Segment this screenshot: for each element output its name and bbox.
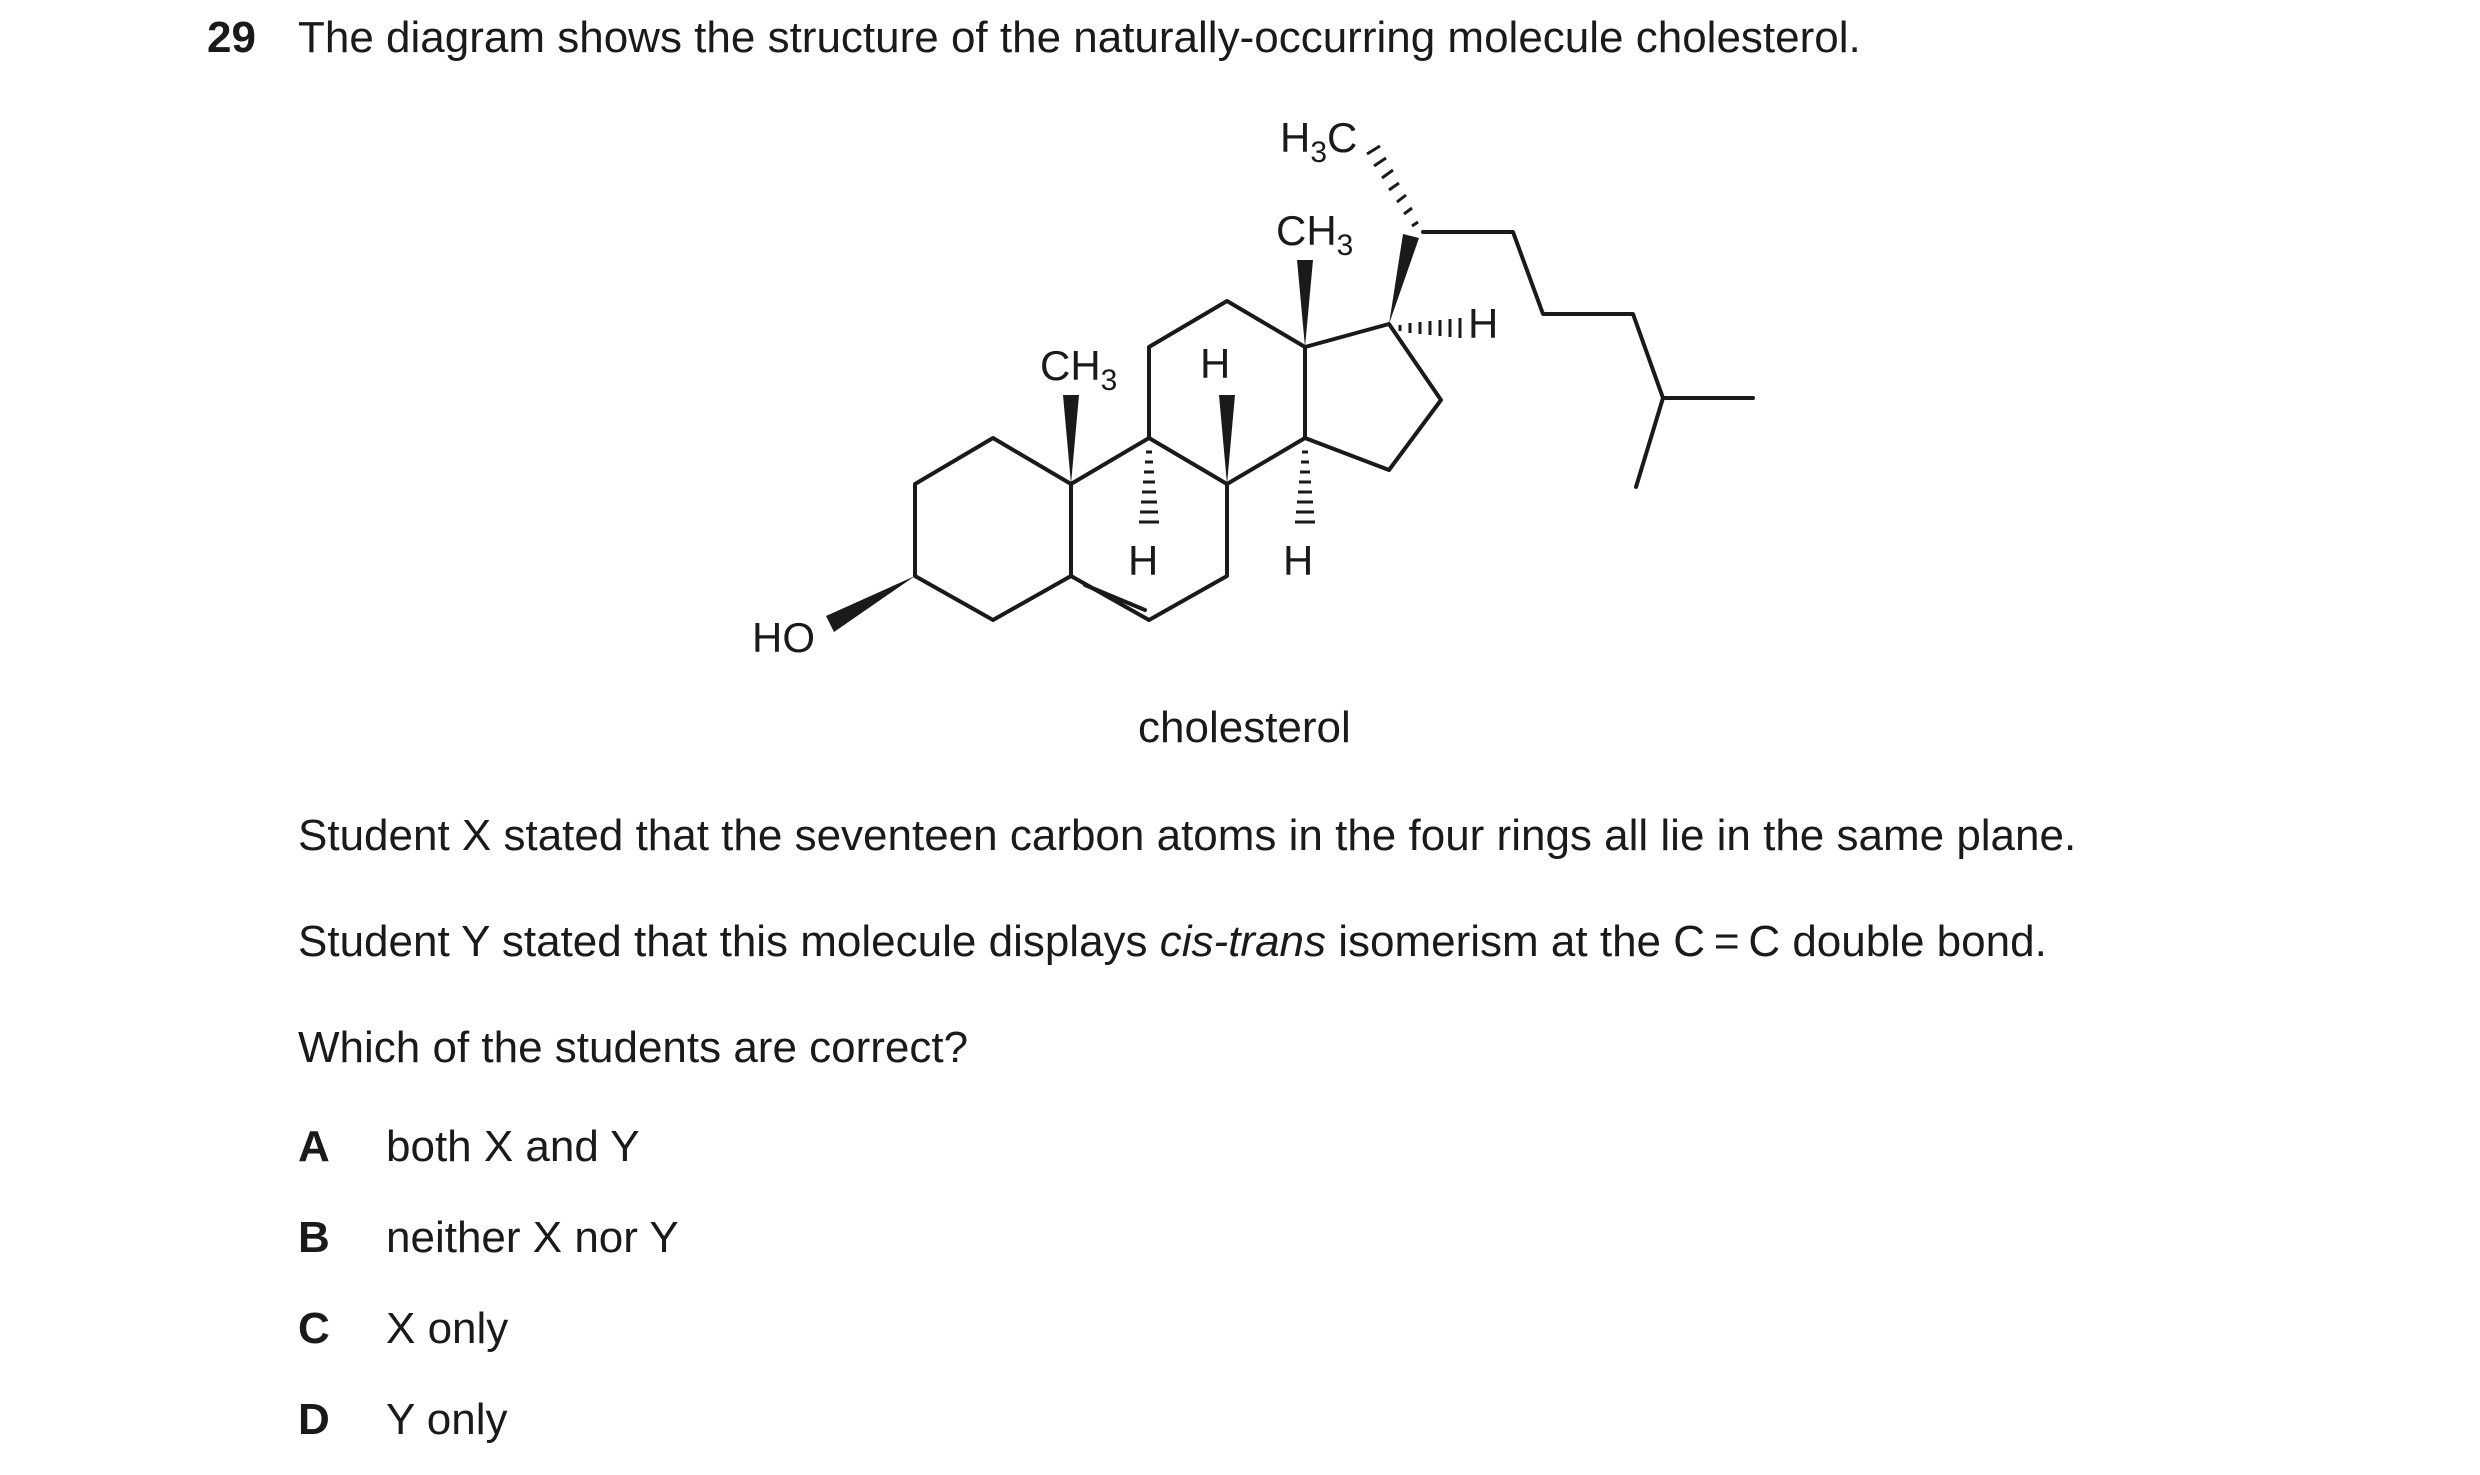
h-wedge-b [1219, 395, 1235, 484]
ch3-wedge-a [1063, 395, 1079, 484]
option-a [298, 1117, 640, 1177]
ch3-wedge-c [1297, 260, 1313, 347]
ho-wedge [826, 576, 915, 632]
ho-label: HO [752, 614, 815, 661]
question-prompt: Which of the students are correct? [298, 1023, 969, 1072]
option-text: both X and Y [386, 1122, 640, 1171]
option-d [298, 1390, 508, 1450]
ring-b [1071, 438, 1227, 620]
double-bond-line [1085, 585, 1145, 610]
ch3-label-b: $CH_3$ [1276, 207, 1354, 262]
question-number: 29 [207, 13, 256, 62]
option-text: Y only [386, 1395, 508, 1444]
option-text: X only [386, 1304, 509, 1353]
statement-y-post: isomerism at the C = C double bond. [1326, 917, 2047, 966]
h3c-label: $H_3C$ [1280, 114, 1358, 169]
side-chain-branch [1636, 398, 1663, 487]
h-label-low-1: H [1128, 537, 1159, 584]
h-label-top: H [1200, 340, 1231, 387]
ch3-label-a: $CH_3$ [1040, 342, 1118, 397]
diagram-caption: cholesterol [1138, 703, 1351, 752]
option-letter: A [298, 1122, 330, 1171]
option-c [298, 1299, 508, 1359]
statement-y [298, 912, 2047, 972]
statement-x: Student X stated that the seventeen carbon atoms in the four rings all lie in the same plane. [298, 811, 2077, 860]
ring-a [915, 438, 1071, 620]
h-label-low-2: H [1283, 537, 1314, 584]
option-b [298, 1208, 679, 1268]
side-chain-wedge [1389, 234, 1419, 324]
hash-bond-h2 [1295, 452, 1315, 522]
statement-y-italic: cis-trans [1159, 917, 1327, 966]
h-label-side: H [1468, 300, 1499, 347]
option-letter: D [298, 1395, 330, 1444]
ring-d [1305, 324, 1441, 470]
statement-y-pre: Student Y stated that this molecule displays [298, 917, 1160, 966]
hash-bond-h3c [1367, 146, 1418, 226]
option-letter: B [298, 1213, 330, 1262]
question-stem: The diagram shows the structure of the naturally-occurring molecule cholesterol. [298, 13, 1861, 62]
option-text: neither X nor Y [386, 1213, 679, 1262]
option-letter: C [298, 1304, 330, 1353]
hash-bond-h1 [1139, 452, 1159, 522]
hash-bond-h3 [1400, 318, 1460, 338]
